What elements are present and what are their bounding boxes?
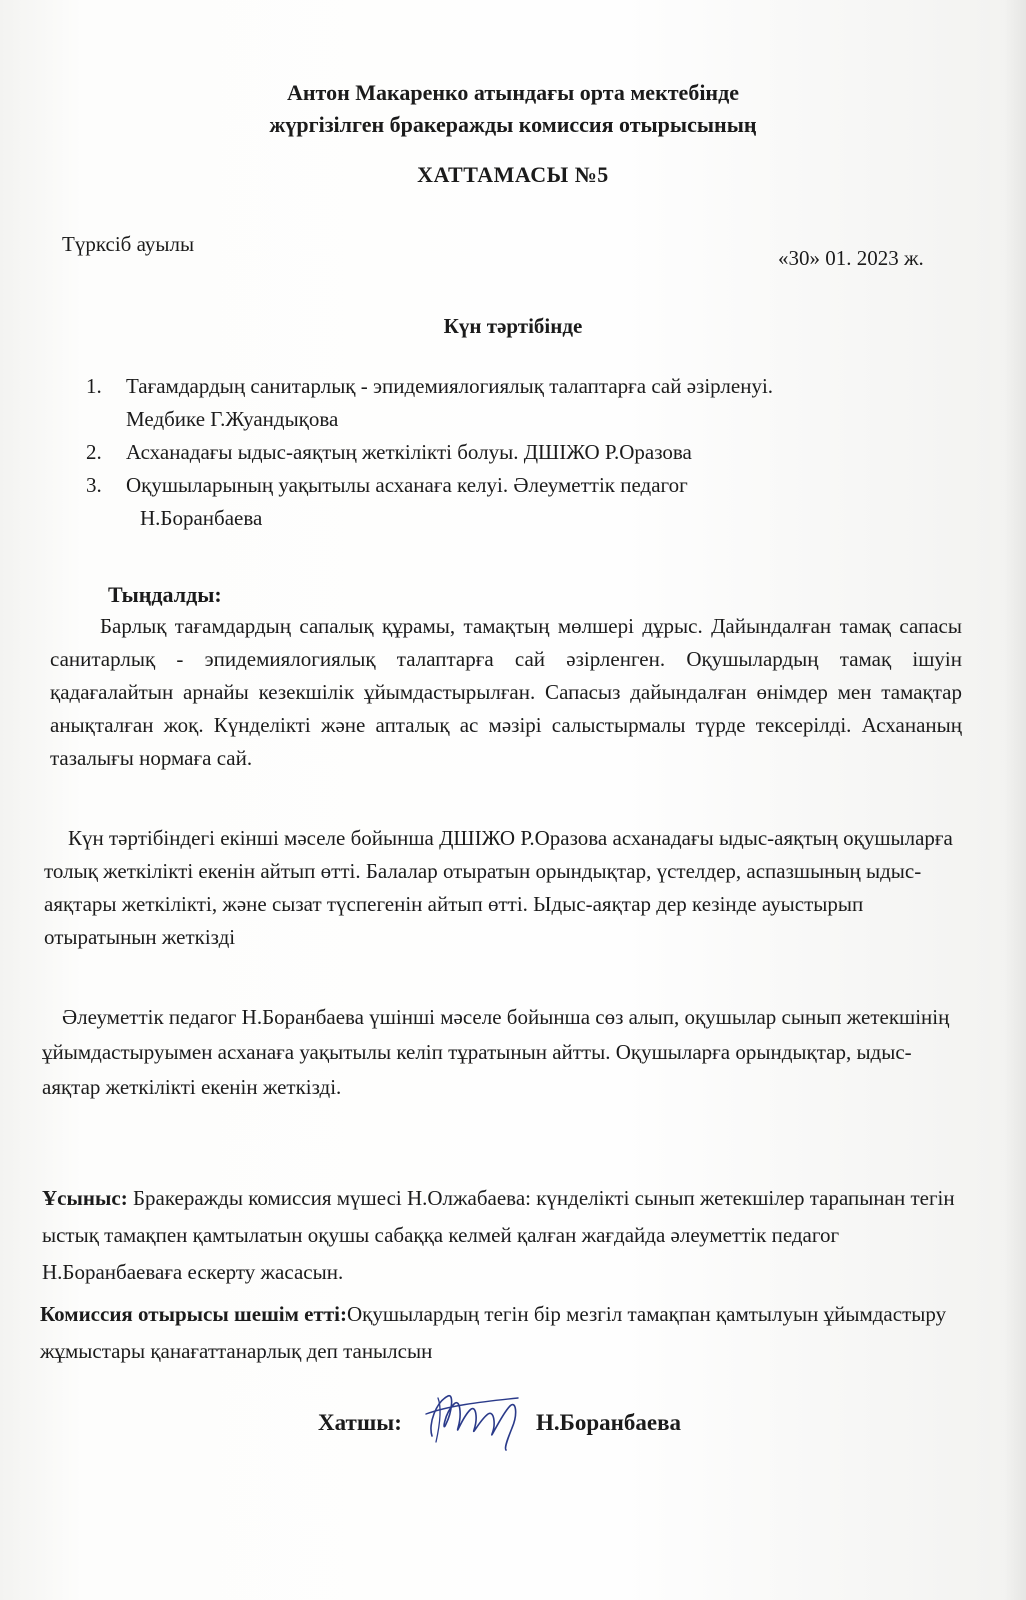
heard-paragraph-1: Барлық тағамдардың сапалық құрамы, тамақтың мөлшері дұрыс. Дайындалған тамақ сапасы санитарлық - эпидемиялогиялық талаптарға сай әзірленген. Оқушылардың тамақ ішуін қадағалайтын арнайы кезекшілік ұйымдастырылған. Сапасыз дайындалған өнімдер мен тамақтар анықталған жоқ. Күнделікті және апталық ас мәзірі салыстырмалы түрде тексерілді. Асхананың тазалығы нормаға сай. <box>50 614 962 770</box>
agenda-item-number: 2. <box>86 440 102 464</box>
agenda-item-text-cont: Н.Боранбаева <box>140 506 263 530</box>
document-title: ХАТТАМАСЫ №5 <box>417 162 609 187</box>
page-edge-shadow <box>1004 0 1026 1600</box>
agenda-title: Күн тәртібінде <box>443 314 583 338</box>
decision-label: Комиссия отырысы шешім етті: <box>40 1302 347 1326</box>
agenda-item-text: Асханадағы ыдыс-аяқтың жеткілікті болуы. ДШІЖО Р.Оразова <box>126 440 692 464</box>
agenda-item-number: 3. <box>86 473 102 497</box>
agenda-item-1 <box>86 370 966 436</box>
date: «30» 01. 2023 ж. <box>778 246 924 270</box>
heard-paragraph-2: Күн тәртібіндегі екінші мәселе бойынша ДШІЖО Р.Оразова асханадағы ыдыс-аяқтың оқушыларға толық жеткілікті екенін айтып өтті. Балалар отыратын орындықтар, үстелдер, аспазшының ыдыс-аяқтары жеткілікті, және сызат түспегенін айтып өтті. Ыдыс-аяқтар дер кезінде ауыстырып отыратынын жеткізді <box>44 826 953 949</box>
decision-paragraph <box>40 1296 980 1370</box>
decision-text: Оқушылардың тегін бір мезгіл тамақпан қамтылуын ұйымдастыру жұмыстары қанағаттанарлық деп танылсын <box>40 1302 947 1363</box>
proposal-text: Бракеражды комиссия мүшесі Н.Олжабаева: күнделікті сынып жетекшілер тарапынан тегін ыстық тамақпен қамтылатын оқушы сабаққа келмей қалған жағдайда әлеуметтік педагог Н.Боранбаеваға ескерту жасасын. <box>42 1186 955 1284</box>
header-line-2: жүргізілген бракеражды комиссия отырысының <box>269 112 757 137</box>
place: Түрксіб ауылы <box>62 232 195 256</box>
agenda-item-text: Оқушыларының уақытылы асханаға келуі. Әлеуметтік педагог <box>126 473 688 497</box>
header-line-1: Антон Макаренко атындағы орта мектебінде <box>286 80 739 105</box>
agenda-item-text-cont: Медбике Г.Жуандықова <box>126 407 339 431</box>
signature-row <box>318 1400 738 1460</box>
secretary-name: Н.Боранбаева <box>536 1410 682 1435</box>
proposal-label: Ұсыныс: <box>42 1186 128 1210</box>
heard-paragraph-3: Әлеуметтік педагог Н.Боранбаева үшінші мәселе бойынша сөз алып, оқушылар сынып жетекшінің ұйымдастыруымен асханаға уақытылы келіп тұратынын айтты. Оқушыларға орындықтар, ыдыс-аяқтар жеткілікті екенін жеткізді. <box>42 1005 950 1099</box>
secretary-label: Хатшы: <box>318 1410 402 1435</box>
agenda-item-2 <box>86 436 966 469</box>
agenda-item-text: Тағамдардың санитарлық - эпидемиялогиялық талаптарға сай әзірленуі. <box>126 374 774 398</box>
proposal-paragraph <box>42 1180 982 1291</box>
agenda-list <box>86 370 966 535</box>
agenda-item-number: 1. <box>86 374 102 398</box>
heard-heading: Тыңдалды: <box>108 582 222 607</box>
handwritten-signature <box>418 1384 538 1454</box>
agenda-item-3 <box>86 469 966 535</box>
